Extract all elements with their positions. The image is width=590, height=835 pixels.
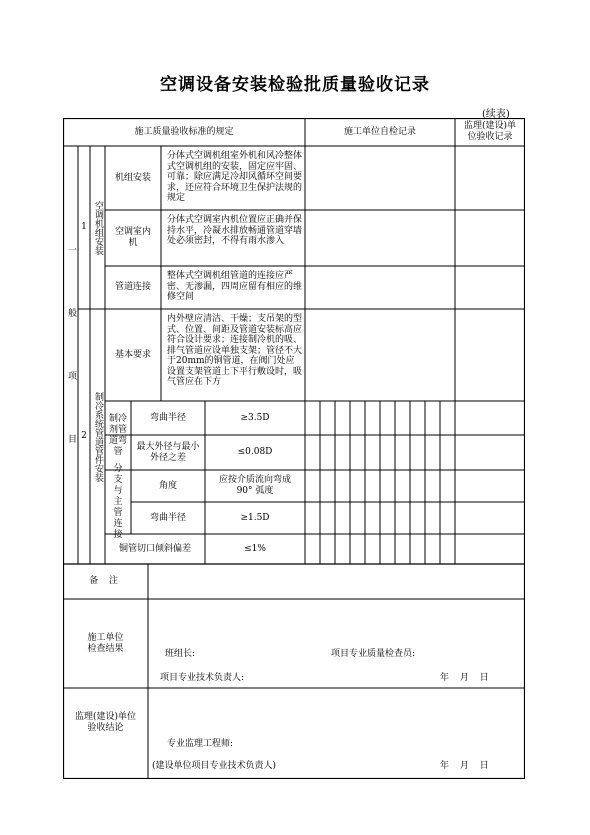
- bend-radius-item: 弯曲半径: [149, 412, 186, 423]
- header-self-check: 施工单位自检记录: [343, 126, 416, 137]
- row-basic-item: 基本要求: [114, 349, 151, 360]
- branch-radius-value: ≥1.5D: [240, 512, 270, 523]
- branch-group-label: 分支与主管连接: [113, 463, 123, 540]
- supervision-engineer-label: 专业监理工程师:: [167, 739, 234, 749]
- bend-radius-value: ≥3.5D: [240, 412, 270, 423]
- row-indoor-unit-item: 空调室内机: [115, 227, 152, 248]
- supervision-conclusion-label: 监理(建设)单位验收结论: [74, 712, 137, 733]
- cut-deviation-value: ≤1%: [244, 543, 266, 554]
- row-unit-install-text: 分体式空调机组室外机和风冷整体式空调机组的安装，固定应牢固、可靠；除应满足冷却风循环空间要求，还应符合环境卫生保护法规的规定: [167, 151, 303, 203]
- owner-leader-label: (建设单位项目专业技术负责人): [152, 761, 277, 771]
- page-title: 空调设备安装检验批质量验收记录: [160, 75, 430, 95]
- row-basic-text: 内外壁应清洁、干燥；支吊架的型式、位置、间距及管道安装标高应符合设计要求；连接制冷机的吸、排气管道应设单独支架；管径不大于20mm的铜管道，在阀门处应设置支架管道上下平行敷设时，吸气管应在下方: [167, 314, 303, 387]
- continued-label: (续表): [482, 109, 510, 120]
- tech-leader-label: 项目专业技术负责人:: [160, 673, 245, 683]
- row-indoor-unit-text: 分体式空调室内机位置应正确并保持水平，冷凝水排放畅通管道穿墙处必须密封，不得有雨水渗入: [167, 215, 303, 246]
- angle-item: 角度: [158, 480, 177, 491]
- branch-radius-item: 弯曲半径: [149, 512, 186, 523]
- bend-group-label: 制冷剂管道弯管: [109, 413, 128, 457]
- header-supervision: 监理(建设)单位验收记录: [463, 121, 517, 142]
- angle-value: 应按介质流向弯成90° 弧度: [218, 475, 291, 496]
- general-items-label: 一 般 项 目: [66, 245, 76, 465]
- row-pipe-connect-item: 管道连接: [114, 282, 151, 292]
- cut-deviation-item: 铜管切口倾斜偏差: [118, 543, 191, 554]
- diameter-diff-value: ≤0.08D: [237, 447, 273, 457]
- row-unit-install-item: 机组安装: [114, 172, 151, 183]
- quality-inspector-label: 项目专业质量检查员:: [331, 649, 416, 659]
- contractor-date: 年 月 日: [440, 673, 489, 683]
- remarks-label: 备 注: [89, 576, 122, 586]
- supervision-date: 年 月 日: [440, 761, 489, 771]
- diameter-diff-item: 最大外径与最小外径之差: [136, 441, 200, 463]
- contractor-label: 施工单位检查结果: [87, 632, 124, 654]
- team-leader-label: 班组长:: [165, 649, 196, 659]
- group1-name: 空调机组安装: [93, 200, 103, 255]
- group1-number: 1: [81, 222, 87, 232]
- group2-name: 制冷系统管道管件安装: [93, 391, 103, 482]
- inspection-table: [63, 118, 525, 779]
- header-standard: 施工质量验收标准的规定: [134, 126, 234, 137]
- group2-number: 2: [81, 431, 87, 441]
- row-pipe-connect-text: 整体式空调机组管道的连接应严密、无渗漏，四周应留有相应的维修空间: [167, 271, 303, 302]
